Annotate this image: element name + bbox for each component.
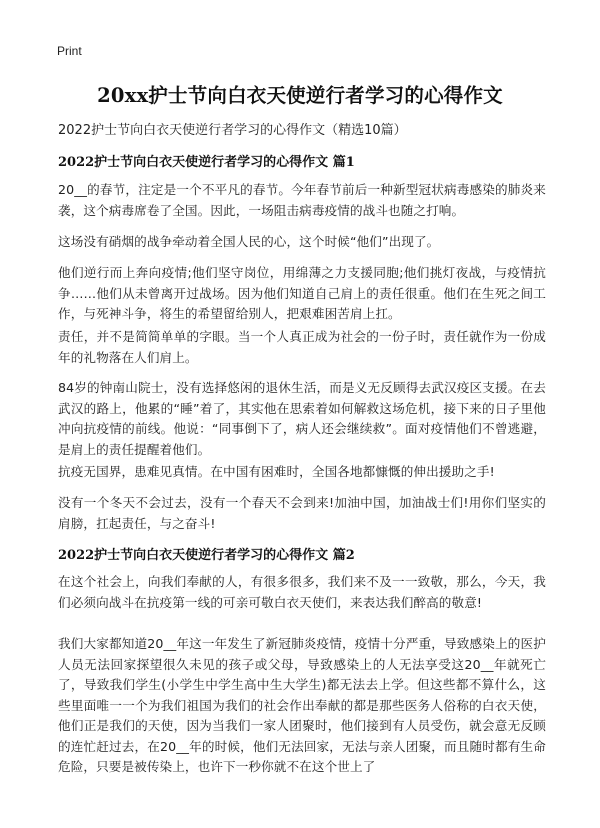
paragraph: 责任，并不是简简单单的字眼。当一个人真正成为社会的一份子时，责任就作为一份成年的礼物落在人们肩上。 (58, 329, 546, 365)
paragraph: 他们逆行而上奔向疫情;他们坚守岗位，用绵薄之力支援同胞;他们挑灯夜战，与疫情抗争……他们从未曾离开过战场。因为他们知道自己肩上的责任很重。他们在生死之间工作，与死神斗争，将生的希望留给别人，把艰难困苦肩上扛。 (58, 265, 546, 321)
paragraph: 在这个社会上，向我们奉献的人，有很多很多，我们来不及一一致敬，那么，今天，我们必须向战斗在抗疫第一线的可亲可敬白衣天使们，来表达我们醉高的敬意! (58, 574, 546, 610)
section-heading-2: 2022护士节向白衣天使逆行者学习的心得作文 篇2 (58, 548, 355, 563)
paragraph: 我们大家都知道20__年这一年发生了新冠肺炎疫情，疫情十分严重，导致感染上的医护人员无法回家探望很久未见的孩子或父母，导致感染上的人无法享受这20__年就死亡了，导致我们学生(小学生中学生高中生大学生)都无法去上学。但这些都不算什么，这些里面唯一一个为我们祖国为我们的社会作出奉献的都是那些医务人俗称的白衣天使，他们正是我们的天使，因为当我们一家人团聚时，他们接到有人员受伤，就会意无反顾的连忙赶过去，在20__年的时候，他们无法回家，无法与亲人团聚，而且随时都有生命危险，只要是被传染上，也许下一秒你就不在这个世上了 (58, 636, 546, 774)
document-subtitle: 2022护士节向白衣天使逆行者学习的心得作文（精选10篇） (58, 123, 407, 138)
paragraph: 84岁的钟南山院士，没有选择悠闲的退休生活，而是义无反顾得去武汉疫区支援。在去武汉的路上，他累的“睡”着了，其实他在思索着如何解救这场危机，接下来的日子里他冲向抗疫情的前线。他说：“同事倒下了，病人还会继续救”。面对疫情他们不曾逃避，是肩上的责任提醒着他们。 (58, 380, 546, 457)
print-link[interactable]: Print (57, 44, 82, 58)
paragraph: 抗疫无国界，患难见真情。在中国有困难时，全国各地都慷慨的伸出援助之手! (58, 464, 495, 479)
paragraph: 20__的春节，注定是一个不平凡的春节。今年春节前后一种新型冠状病毒感染的肺炎来袭，这个病毒席卷了全国。因此，一场阻击病毒疫情的战斗也随之打响。 (58, 182, 546, 218)
document-title: 20xx护士节向白衣天使逆行者学习的心得作文 (97, 84, 503, 107)
paragraph: 没有一个冬天不会过去，没有一个春天不会到来!加油中国，加油战士们!用你们坚实的肩膀，扛起责任，与之奋斗! (58, 495, 546, 531)
paragraph: 这场没有硝烟的战争牵动着全国人民的心，这个时候“他们”出现了。 (58, 234, 440, 249)
section-heading-1: 2022护士节向白衣天使逆行者学习的心得作文 篇1 (58, 155, 355, 170)
